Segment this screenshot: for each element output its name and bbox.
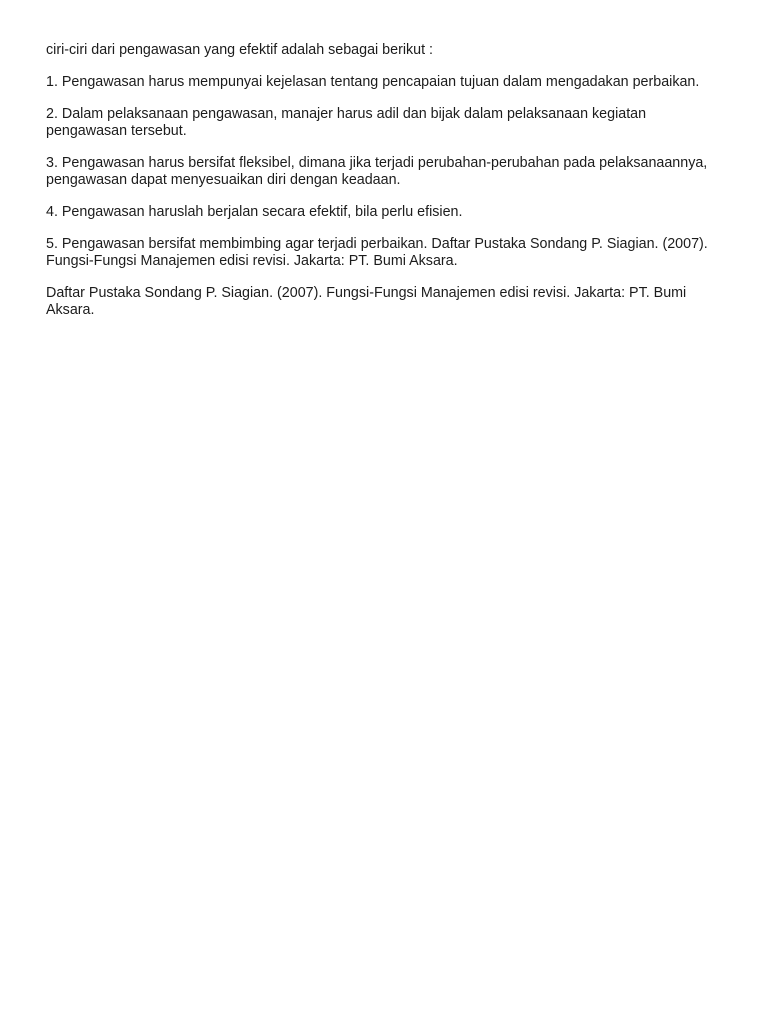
reference-text: Daftar Pustaka Sondang P. Siagian. (2007). Fungsi-Fungsi Manajemen edisi revisi. Jakarta: PT. Bumi Aksara. (46, 285, 687, 318)
list-item-5: 5. Pengawasan bersifat membimbing agar terjadi perbaikan. Daftar Pustaka Sondang P. Siagian. (2007). Fungsi-Fungsi Manajemen edisi revisi. Jakarta: PT. Bumi Aksara. (46, 236, 708, 269)
list-item-1: 1. Pengawasan harus mempunyai kejelasan tentang pencapaian tujuan dalam mengadakan perbaikan. (46, 74, 700, 90)
document-page (46, 42, 726, 334)
list-item-4: 4. Pengawasan haruslah berjalan secara efektif, bila perlu efisien. (46, 204, 463, 220)
intro-text: ciri-ciri dari pengawasan yang efektif adalah sebagai berikut : (46, 42, 434, 58)
list-item-3: 3. Pengawasan harus bersifat fleksibel, dimana jika terjadi perubahan-perubahan pada pelaksanaannya, pengawasan dapat menyesuaikan diri dengan keadaan. (46, 155, 708, 188)
list-item-2: 2. Dalam pelaksanaan pengawasan, manajer harus adil dan bijak dalam pelaksanaan kegiatan pengawasan tersebut. (46, 106, 647, 139)
